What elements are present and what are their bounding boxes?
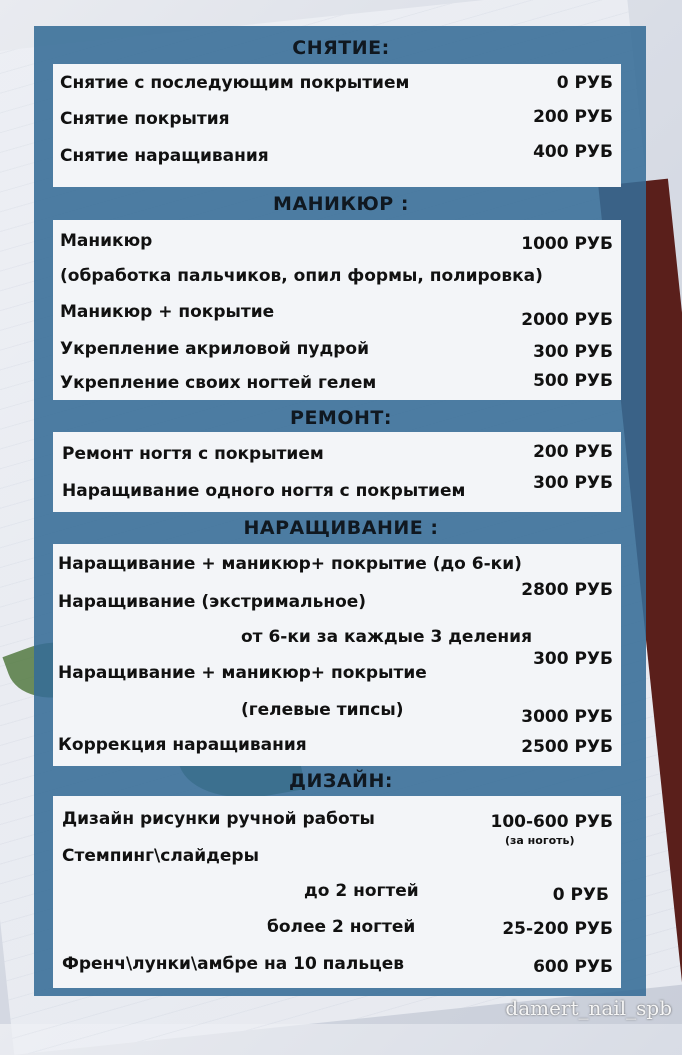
section-removal [53, 64, 621, 187]
section-title-removal: СНЯТИЕ: [292, 37, 390, 59]
item-label: Маникюр + покрытие [60, 302, 275, 322]
item-label: (гелевые типсы) [241, 700, 404, 720]
watermark: damert_nail_spb [505, 996, 672, 1020]
item-price: 300 РУБ [533, 342, 613, 362]
item-price: 25-200 РУБ [502, 919, 613, 939]
item-price: 3000 РУБ [521, 707, 613, 727]
item-price: 200 РУБ [533, 442, 613, 462]
item-label: Снятие с последующим покрытием [60, 73, 410, 93]
item-label: Снятие покрытия [60, 109, 230, 129]
item-price: 0 РУБ [552, 885, 609, 905]
item-label: Маникюр [60, 231, 153, 251]
item-price: 400 РУБ [533, 142, 613, 162]
item-label: Укрепление акриловой пудрой [60, 339, 369, 359]
item-label: Снятие наращивания [60, 146, 269, 166]
item-price: 600 РУБ [533, 957, 613, 977]
item-label: Стемпинг\слайдеры [62, 846, 259, 866]
section-title-manicure: МАНИКЮР : [273, 193, 409, 215]
item-price: 100-600 РУБ [490, 812, 613, 832]
section-title-repair: РЕМОНТ: [290, 407, 392, 429]
item-label: Наращивание + маникюр+ покрытие [58, 663, 427, 683]
item-price: 2000 РУБ [521, 310, 613, 330]
section-title-extension: НАРАЩИВАНИЕ : [243, 517, 439, 539]
section-extension [53, 544, 621, 766]
section-manicure [53, 220, 621, 400]
item-label: Наращивание + маникюр+ покрытие (до 6-ки) [58, 554, 522, 574]
item-price: 500 РУБ [533, 371, 613, 391]
item-label: Укрепление своих ногтей гелем [60, 373, 377, 393]
item-label: Наращивание (экстримальное) [58, 592, 367, 612]
item-label: Коррекция наращивания [58, 735, 307, 755]
section-repair [53, 432, 621, 512]
section-design [53, 796, 621, 988]
item-label: до 2 ногтей [304, 881, 419, 901]
item-label: Дизайн рисунки ручной работы [62, 809, 375, 829]
section-title-design: ДИЗАЙН: [289, 770, 393, 792]
item-price: 200 РУБ [533, 107, 613, 127]
item-price: 2800 РУБ [521, 580, 613, 600]
item-label: от 6-ки за каждые 3 деления [241, 627, 533, 647]
item-label: (обработка пальчиков, опил формы, полировка) [60, 266, 543, 286]
item-label: Ремонт ногтя с покрытием [62, 444, 324, 464]
item-price: 300 РУБ [533, 649, 613, 669]
item-price: 1000 РУБ [521, 234, 613, 254]
item-price: 0 РУБ [556, 73, 613, 93]
item-label: Френч\лунки\амбре на 10 пальцев [62, 954, 404, 974]
item-label: более 2 ногтей [267, 917, 416, 937]
item-price-note: (за ноготь) [505, 834, 575, 847]
item-price: 300 РУБ [533, 473, 613, 493]
item-label: Наращивание одного ногтя с покрытием [62, 481, 466, 501]
item-price: 2500 РУБ [521, 737, 613, 757]
